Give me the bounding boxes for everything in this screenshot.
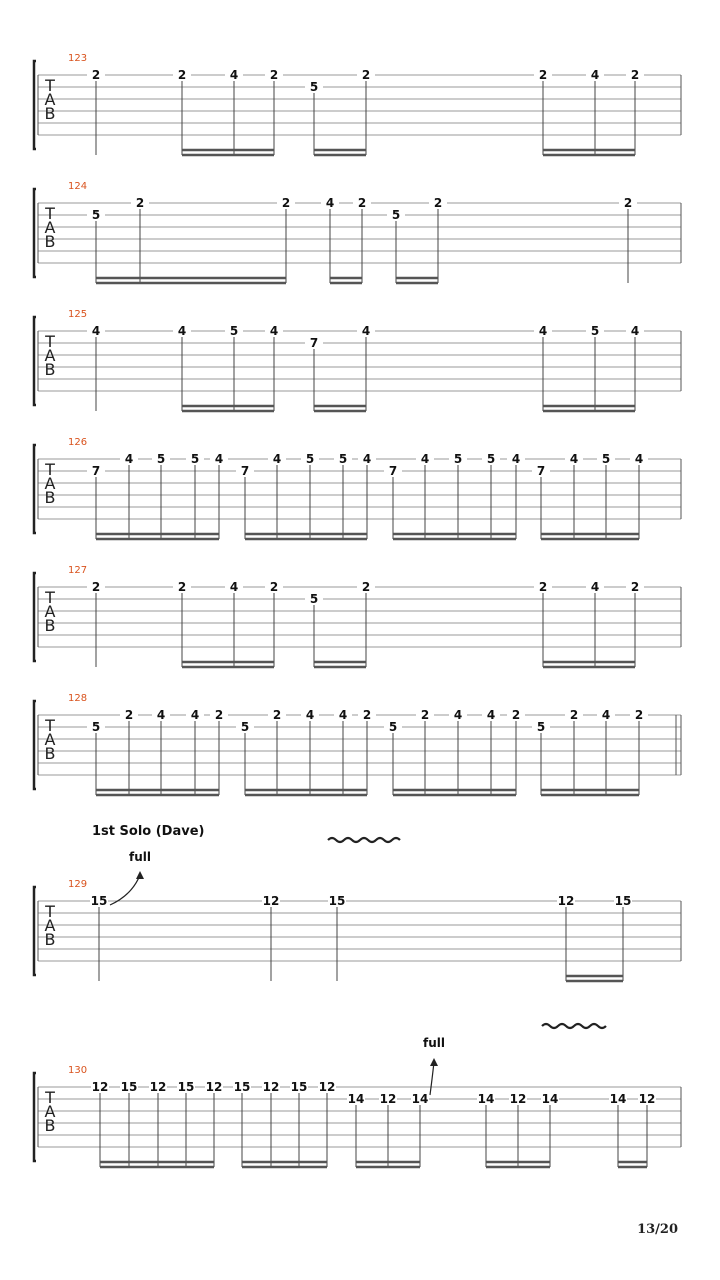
tab-clef-letter: A xyxy=(44,218,56,237)
measure-number: 125 xyxy=(68,309,88,320)
system-bracket xyxy=(34,887,36,975)
fret-number: 2 xyxy=(630,580,640,594)
tab-clef-letter: T xyxy=(45,76,55,95)
bend-label: full xyxy=(129,850,151,864)
fret-number: 2 xyxy=(569,708,579,722)
tab-clef-letter: T xyxy=(45,1088,55,1107)
fret-number: 14 xyxy=(477,1092,495,1106)
vibrato-mark xyxy=(328,838,400,842)
bend-label: full xyxy=(423,1036,445,1050)
fret-number: 12 xyxy=(318,1080,336,1094)
fret-number: 4 xyxy=(420,452,430,466)
fret-number: 14 xyxy=(347,1092,365,1106)
measure-number: 123 xyxy=(68,53,88,64)
tab-clef-letter: A xyxy=(44,1102,56,1121)
fret-number: 2 xyxy=(420,708,430,722)
fret-number: 7 xyxy=(536,464,546,478)
fret-number: 2 xyxy=(630,68,640,82)
system-bracket xyxy=(34,317,36,405)
fret-number: 5 xyxy=(388,720,398,734)
system-bracket xyxy=(34,701,36,789)
fret-number: 4 xyxy=(511,452,521,466)
measure-number: 129 xyxy=(68,879,88,890)
fret-number: 2 xyxy=(357,196,367,210)
fret-number: 5 xyxy=(229,324,239,338)
fret-number: 5 xyxy=(309,80,319,94)
fret-number: 5 xyxy=(156,452,166,466)
fret-number: 12 xyxy=(509,1092,527,1106)
fret-number: 2 xyxy=(91,68,101,82)
fret-number: 2 xyxy=(214,708,224,722)
fret-number: 15 xyxy=(120,1080,138,1094)
fret-number: 12 xyxy=(262,894,280,908)
fret-number: 5 xyxy=(305,452,315,466)
system-bracket xyxy=(34,1073,36,1161)
fret-number: 4 xyxy=(190,708,200,722)
measure-number: 126 xyxy=(68,437,88,448)
fret-number: 15 xyxy=(614,894,632,908)
fret-number: 2 xyxy=(361,68,371,82)
tab-clef-letter: B xyxy=(44,232,56,251)
fret-number: 4 xyxy=(361,324,371,338)
fret-number: 2 xyxy=(538,580,548,594)
fret-number: 2 xyxy=(623,196,633,210)
page-number: 13/20 xyxy=(637,1222,678,1237)
fret-number: 12 xyxy=(149,1080,167,1094)
fret-number: 5 xyxy=(590,324,600,338)
tab-clef-letter: A xyxy=(44,916,56,935)
tab-clef-letter: B xyxy=(44,930,56,949)
fret-number: 2 xyxy=(538,68,548,82)
fret-number: 5 xyxy=(91,720,101,734)
fret-number: 4 xyxy=(305,708,315,722)
fret-number: 2 xyxy=(135,196,145,210)
fret-number: 2 xyxy=(433,196,443,210)
fret-number: 7 xyxy=(309,336,319,350)
system-bracket xyxy=(34,445,36,533)
fret-number: 2 xyxy=(269,580,279,594)
tab-clef-letter: A xyxy=(44,602,56,621)
section-title: 1st Solo (Dave) xyxy=(92,824,205,839)
measure-number: 128 xyxy=(68,693,88,704)
fret-number: 2 xyxy=(177,580,187,594)
tab-clef-letter: A xyxy=(44,730,56,749)
tab-clef-letter: A xyxy=(44,346,56,365)
fret-number: 4 xyxy=(91,324,101,338)
fret-number: 5 xyxy=(190,452,200,466)
system-bracket xyxy=(34,189,36,277)
fret-number: 2 xyxy=(362,708,372,722)
tab-system-125 xyxy=(34,317,681,411)
tab-clef-letter: A xyxy=(44,90,56,109)
vibrato-mark xyxy=(542,1024,606,1028)
system-bracket xyxy=(34,573,36,661)
fret-number: 4 xyxy=(362,452,372,466)
fret-number: 4 xyxy=(272,452,282,466)
tab-clef-letter: B xyxy=(44,1116,56,1135)
tab-system-129 xyxy=(34,887,681,981)
measure-number: 127 xyxy=(68,565,88,576)
measure-number: 130 xyxy=(68,1065,88,1076)
fret-number: 4 xyxy=(634,452,644,466)
fret-number: 2 xyxy=(269,68,279,82)
fret-number: 14 xyxy=(411,1092,429,1106)
fret-number: 4 xyxy=(214,452,224,466)
tab-clef-letter: T xyxy=(45,902,55,921)
fret-number: 15 xyxy=(290,1080,308,1094)
fret-number: 2 xyxy=(361,580,371,594)
fret-number: 4 xyxy=(569,452,579,466)
fret-number: 5 xyxy=(91,208,101,222)
fret-number: 5 xyxy=(486,452,496,466)
tab-system-127 xyxy=(34,573,681,667)
fret-number: 4 xyxy=(156,708,166,722)
tab-clef-letter: A xyxy=(44,474,56,493)
tab-clef-letter: B xyxy=(44,488,56,507)
bend-arrow xyxy=(430,1062,434,1095)
fret-number: 15 xyxy=(90,894,108,908)
fret-number: 4 xyxy=(325,196,335,210)
fret-number: 5 xyxy=(391,208,401,222)
fret-number: 4 xyxy=(453,708,463,722)
fret-number: 14 xyxy=(609,1092,627,1106)
fret-number: 2 xyxy=(634,708,644,722)
fret-number: 7 xyxy=(388,464,398,478)
fret-number: 12 xyxy=(262,1080,280,1094)
fret-number: 14 xyxy=(541,1092,559,1106)
tab-clef-letter: B xyxy=(44,360,56,379)
fret-number: 5 xyxy=(536,720,546,734)
tab-clef-letter: T xyxy=(45,460,55,479)
fret-number: 4 xyxy=(486,708,496,722)
fret-number: 7 xyxy=(91,464,101,478)
fret-number: 2 xyxy=(511,708,521,722)
fret-number: 4 xyxy=(630,324,640,338)
fret-number: 2 xyxy=(281,196,291,210)
fret-number: 5 xyxy=(240,720,250,734)
tab-clef-letter: B xyxy=(44,104,56,123)
fret-number: 4 xyxy=(124,452,134,466)
fret-number: 12 xyxy=(91,1080,109,1094)
measure-number: 124 xyxy=(68,181,88,192)
fret-number: 2 xyxy=(272,708,282,722)
fret-number: 12 xyxy=(379,1092,397,1106)
fret-number: 2 xyxy=(124,708,134,722)
fret-number: 4 xyxy=(538,324,548,338)
fret-number: 4 xyxy=(590,68,600,82)
tab-clef-letter: B xyxy=(44,616,56,635)
fret-number: 15 xyxy=(328,894,346,908)
fret-number: 4 xyxy=(177,324,187,338)
tab-clef-letter: T xyxy=(45,204,55,223)
fret-number: 12 xyxy=(638,1092,656,1106)
fret-number: 5 xyxy=(309,592,319,606)
bend-arrow-head xyxy=(136,871,144,879)
fret-number: 12 xyxy=(205,1080,223,1094)
fret-number: 15 xyxy=(233,1080,251,1094)
fret-number: 4 xyxy=(601,708,611,722)
bend-arrow-head xyxy=(430,1058,438,1066)
tab-clef-letter: B xyxy=(44,744,56,763)
fret-number: 5 xyxy=(601,452,611,466)
system-bracket xyxy=(34,61,36,149)
fret-number: 4 xyxy=(229,580,239,594)
fret-number: 4 xyxy=(229,68,239,82)
fret-number: 12 xyxy=(557,894,575,908)
fret-number: 4 xyxy=(338,708,348,722)
tab-clef-letter: T xyxy=(45,588,55,607)
fret-number: 4 xyxy=(269,324,279,338)
fret-number: 7 xyxy=(240,464,250,478)
fret-number: 2 xyxy=(91,580,101,594)
tab-clef-letter: T xyxy=(45,332,55,351)
tab-system-123 xyxy=(34,61,681,155)
fret-number: 4 xyxy=(590,580,600,594)
fret-number: 5 xyxy=(453,452,463,466)
fret-number: 5 xyxy=(338,452,348,466)
fret-number: 2 xyxy=(177,68,187,82)
tab-clef-letter: T xyxy=(45,716,55,735)
fret-number: 15 xyxy=(177,1080,195,1094)
